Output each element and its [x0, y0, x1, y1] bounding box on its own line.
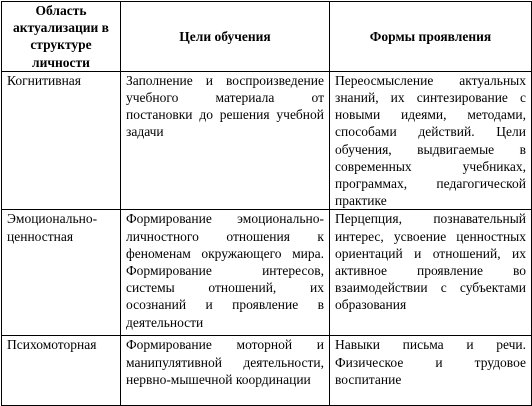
cell-forms: Навыки письма и речи. Физическое и трудовое воспитание — [330, 336, 532, 406]
cell-goals: Формирование моторной и манипулятивной деятельности, нервно-мышечной координации — [121, 336, 330, 406]
learning-goals-table — [1, 1, 532, 406]
cell-goals: Заполнение и воспроизведение учебного материала от постановки до решения учебной задачи — [121, 71, 330, 210]
header-area: Область актуализации в структуре личности — [2, 2, 121, 72]
cell-forms: Переосмысление актуальных знаний, их синтезирование с новыми идеями, методами, способами действий. Цели обучения, выдвигаемые в современных учебниках, программах, педагогической практике — [330, 71, 532, 210]
cell-forms: Перцепция, познавательный интерес, усвоение ценностных ориентаций и отношений, их активное проявление во взаимодействии с субъектами образования — [330, 210, 532, 336]
cell-area: Психомоторная — [2, 336, 121, 406]
header-forms: Формы проявления — [330, 2, 532, 72]
cell-area: Когнитивная — [2, 71, 121, 210]
table-row — [2, 71, 532, 210]
header-row — [2, 2, 532, 72]
cell-area: Эмоционально-ценностная — [2, 210, 121, 336]
table-row — [2, 336, 532, 406]
header-goals: Цели обучения — [121, 2, 330, 72]
table-row — [2, 210, 532, 336]
cell-goals: Формирование эмоционально-личностного отношения к феноменам окружающего мира. Формирование интересов, системы отношений, их осознаний и проявление в деятельности — [121, 210, 330, 336]
